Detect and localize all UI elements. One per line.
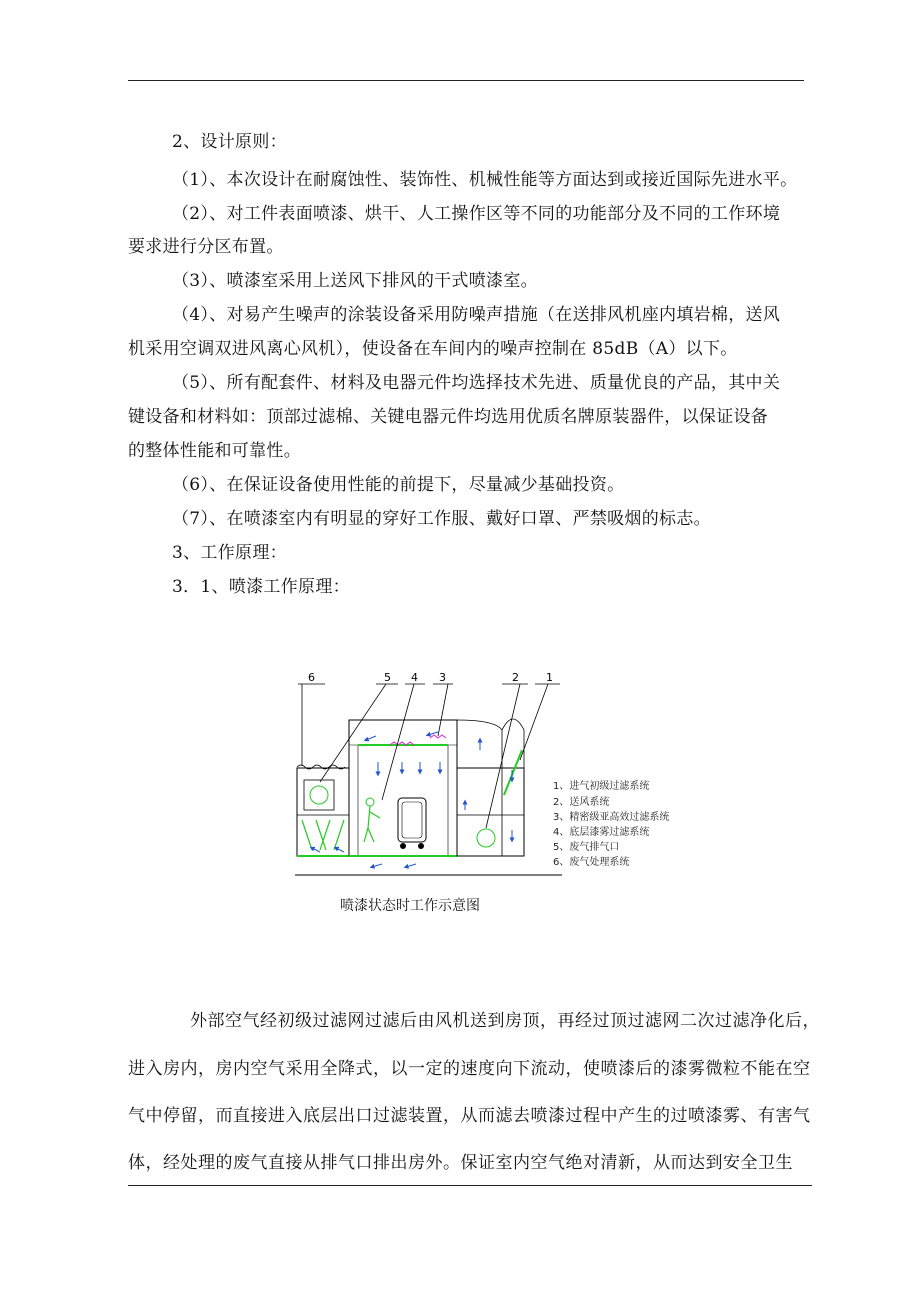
legend-item-4: 4、底层漆雾过滤系统: [553, 827, 650, 838]
paint-booth-diagram: [290, 670, 580, 880]
principle-2: （2）、对工件表面喷漆、烘干、人工操作区等不同的功能部分及不同的工作环境: [172, 204, 781, 224]
callout-4: 4: [411, 671, 418, 684]
principles-heading: 2、设计原则：: [172, 132, 287, 152]
principle-1: （1）、本次设计在耐腐蚀性、装饰性、机械性能等方面达到或接近国际先进水平。: [172, 170, 798, 190]
legend-item-5: 5、废气排气口: [553, 842, 620, 853]
principle-3: （3）、喷漆室采用上送风下排风的干式喷漆室。: [172, 271, 538, 291]
working-heading: 3、工作原理：: [172, 543, 287, 563]
footer-rule: [128, 1185, 812, 1186]
principle-2-cont: 要求进行分区布置。: [128, 237, 284, 257]
legend-item-3: 3、精密级亚高效过滤系统: [553, 812, 670, 823]
description-line-1: 外部空气经初级过滤网过滤后由风机送到房顶，再经过顶过滤网二次过滤净化后，: [190, 1011, 820, 1031]
principle-5-cont2: 的整体性能和可靠性。: [128, 441, 301, 461]
description-line-2: 进入房内，房内空气采用全降式，以一定的速度向下流动，使喷漆后的漆雾微粒不能在空: [128, 1059, 811, 1079]
callout-3: 3: [439, 671, 446, 684]
description-line-3: 气中停留，而直接进入底层出口过滤装置，从而滤去喷漆过程中产生的过喷漆雾、有害气: [128, 1106, 811, 1126]
callout-1: 1: [546, 671, 553, 684]
legend-item-6: 6、废气处理系统: [553, 857, 630, 868]
working-subheading: 3．1、喷漆工作原理：: [172, 577, 350, 597]
principle-6: （6）、在保证设备使用性能的前提下，尽量减少基础投资。: [172, 475, 625, 495]
header-rule: [128, 80, 804, 81]
description-line-4: 体，经处理的废气直接从排气口排出房外。保证室内空气绝对清新，从而达到安全卫生: [128, 1153, 793, 1173]
principle-5-cont: 键设备和材料如：顶部过滤棉、关键电器元件均选用优质名牌原装器件，以保证设备: [128, 407, 769, 427]
principle-5: （5）、所有配套件、材料及电器元件均选择技术先进、质量优良的产品，其中关: [172, 373, 781, 393]
principle-7: （7）、在喷漆室内有明显的穿好工作服、戴好口罩、严禁吸烟的标志。: [172, 509, 711, 529]
callout-5: 5: [384, 671, 391, 684]
figure-caption: 喷漆状态时工作示意图: [340, 898, 480, 914]
legend-item-1: 1、进气初级过滤系统: [553, 781, 650, 792]
callout-2: 2: [512, 671, 519, 684]
callout-6: 6: [308, 671, 315, 684]
legend-item-2: 2、送风系统: [553, 797, 610, 808]
principle-4: （4）、对易产生噪声的涂装设备采用防噪声措施（在送排风机座内填岩棉，送风: [172, 305, 781, 325]
principle-4-cont: 机采用空调双进风离心风机），使设备在车间内的噪声控制在 85dB（A）以下。: [128, 339, 738, 359]
